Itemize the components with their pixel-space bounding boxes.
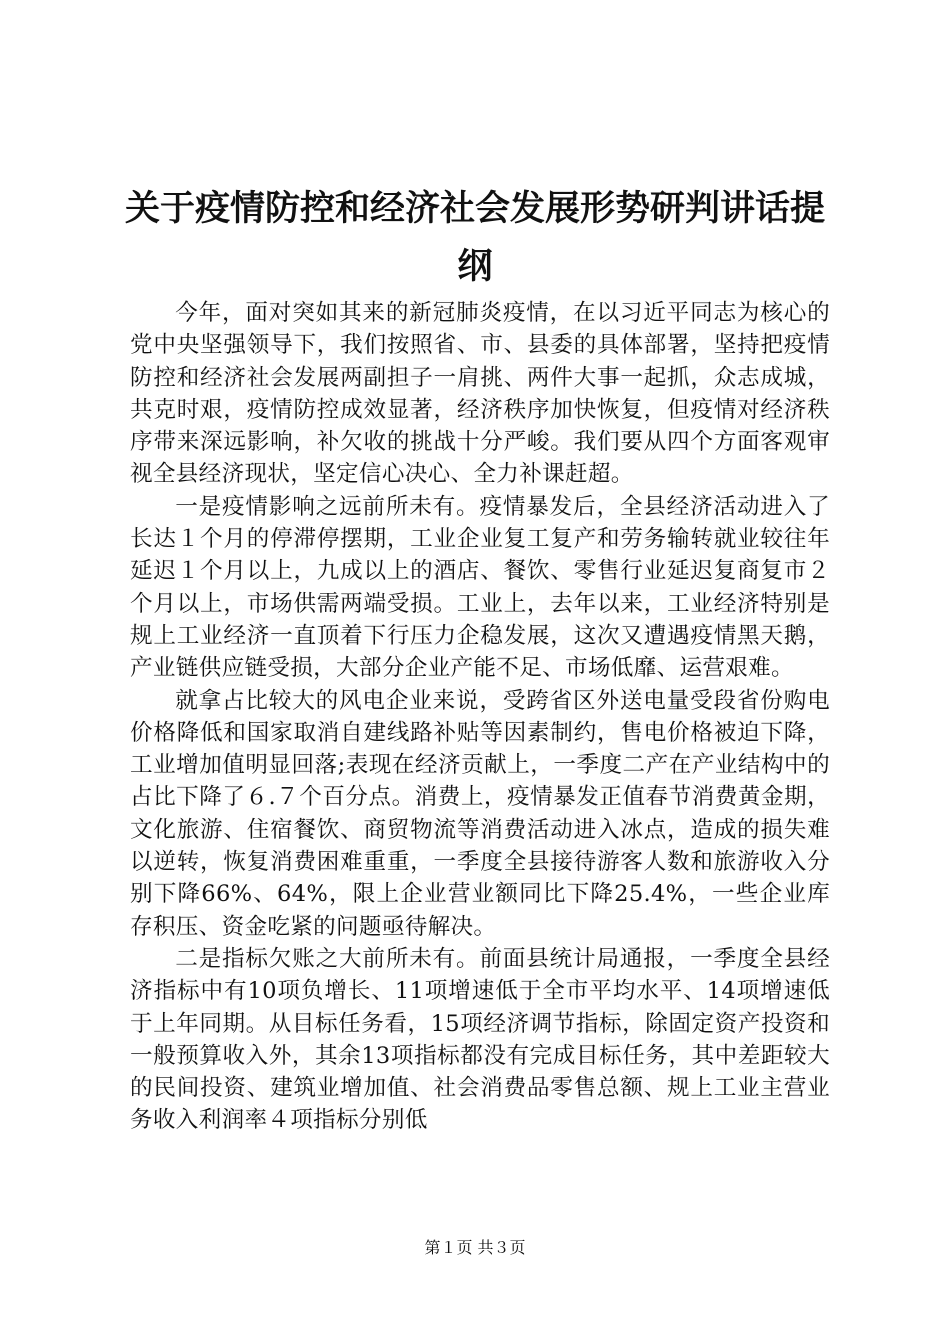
page-footer: 第１页 共３页 [424, 1238, 526, 1257]
paragraph-wind-power: 就拿占比较大的风电企业来说，受跨省区外送电量受段省份购电价格降低和国家取消自建线路补贴等因素制约，售电价格被迫下降，工业增加值明显回落;表现在经济贡献上，一季度二产在产业结构中的占比下降了６.７个百分点。消费上，疫情暴发正值春节消费黄金期，文化旅游、住宿餐饮、商贸物流等消费活动进入冰点，造成的损失难以逆转，恢复消费困难重重，一季度全县接待游客人数和旅游收入分别下降66%、64%，限上企业营业额同比下降25.4%，一些企业库存积压、资金吃紧的问题亟待解决。 [130, 687, 830, 940]
paragraph-point-two: 二是指标欠账之大前所未有。前面县统计局通报，一季度全县经济指标中有10项负增长、11项增速低于全市平均水平、14项增速低于上年同期。从目标任务看，15项经济调节指标，除固定资产投资和一般预算收入外，其余13项指标都没有完成目标任务，其中差距较大的民间投资、建筑业增加值、社会消费品零售总额、规上工业主营业务收入利润率４项指标分别低 [130, 945, 830, 1134]
paragraph-intro: 今年，面对突如其来的新冠肺炎疫情，在以习近平同志为核心的党中央坚强领导下，我们按照省、市、县委的具体部署，坚持把疫情防控和经济社会发展两副担子一肩挑、两件大事一起抓，众志成城，共克时艰，疫情防控成效显著，经济秩序加快恢复，但疫情对经济秩序带来深远影响，补欠收的挑战十分严峻。我们要从四个方面客观审视全县经济现状，坚定信心决心、全力补课赶超。 [130, 300, 830, 488]
document-body [130, 297, 830, 1137]
paragraph-point-one: 一是疫情影响之远前所未有。疫情暴发后，全县经济活动进入了长达１个月的停滞停摆期，工业企业复工复产和劳务输转就业较往年延迟１个月以上，九成以上的酒店、餐饮、零售行业延迟复商复市２个月以上，市场供需两端受损。工业上，去年以来，工业经济特别是规上工业经济一直顶着下行压力企稳发展，这次又遭遇疫情黑天鹅，产业链供应链受损，大部分企业产能不足、市场低靡、运营艰难。 [130, 493, 830, 682]
document-title: 关于疫情防控和经济社会发展形势研判讲话提纲 [124, 189, 825, 287]
